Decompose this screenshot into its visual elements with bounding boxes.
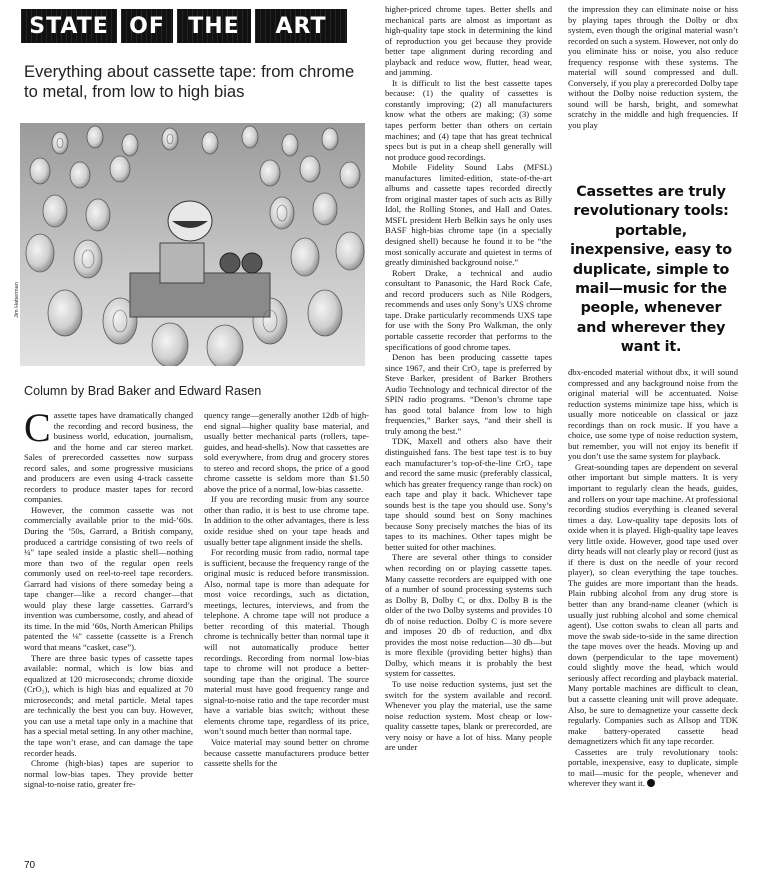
paragraph: Voice material may sound better on chrome because cassette manufacturers produce better cassette shells for the [204, 736, 369, 769]
banner-word-art: ART [255, 9, 347, 43]
paragraph: Mobile Fidelity Sound Labs (MFSL) manufactures limited-edition, state-of-the-art albums and cassette tapes recorded directly from original master tapes of such acts as Billy Idol, the Rolling Stones, and Hall and Oates. MSFL president Herb Belkin says he only uses BASF high-bias chrome tape (in a specially designed shell) because he found it to be “the most sonically accurate and quietest in terms of greatly diminished background noise.” [385, 162, 552, 268]
paragraph: Great-sounding tapes are dependent on several other important but simple matters. It is very important to regularly clean the heads, guides, and rollers on your tape machine. At professional recording studios everything is cleaned several times a day. Low-quality tape deposits lots of oxide when it is played. High-quality tape leaves very little oxide. However, good tape used over dirty heads will not clearly play or record (just as if there is dust on the needle of your record player), so clean everything the tape touches. The guides are more important than the heads. Plain rubbing alcohol from any drug store is better than any brand-name cleaner (which is usually just rubbing alcohol and some chemical agent). Use cotton swabs to clean all parts and move the swab side-to-side in the same direction the tape moves over the heads. Moving up and down (perpendicular to the tape movement) could slightly move the head, which would seriously affect recording and playback material. Many portable machines are difficult to clean, but a cassette cleaning unit will prove adequate. Also, be sure to demagnetize your cassette deck regularly. Companies such as Allsop and TDK make battery-operated cassette head demagnetizers which fit any tape recorder. [568, 461, 738, 747]
paragraph: Robert Drake, a technical and audio consultant to Panasonic, the Hard Rock Cafe, and record producers such as Nile Rodgers, recommends and uses only Sony’s UXS chrome tape. Drake particularly recommends UXS tape for use with the Sony Pro Walkman, the only portable cassette recorder that performs to the specifications of good chrome tapes. [385, 267, 552, 352]
end-mark-icon [647, 779, 655, 787]
page-number: 70 [24, 860, 36, 871]
paragraph: quency range—generally another 12db of high-end signal—higher quality base material, and usually better mechanical parts (rollers, tape-guides, and head-shells). Now that cassettes are sold everywhere, from drug and grocery stores to stereo and record shops, the price of a good chrome cassette is seldom more than $1.50 above the price of a normal, low-bias cassette. [204, 410, 369, 494]
paragraph: Denon has been producing cassette tapes since 1967, and their CrO₂ tape is preferred by Steve Barker, president of Barker Brothers Audio Technology and technical director of the SPIN radio programs. “Denon’s chrome tape has good total balance from low to high frequencies,” Barker says, “and their shell is truly among the best.” [385, 352, 552, 436]
body-column-4-bottom [568, 367, 738, 867]
paragraph: However, the common cassette was not commercially available prior to the mid-’60s. During the ’50s, Garrard, a British company, produced a cartridge consisting of two reels of ¼" tape sealed inside a plastic shell—nothing more than two of the regular open reels commonly used on reel-to-reel tape recorders. Garrard had visions of there someday being a tape changer—like a record changer—that would play these large cassettes. Garrard’s invention was cumbersome, costly, and ahead of its time. In the mid ’60s, North American Philips patented the ⅛" cassette (cassette is a French word that means “casket, case”). [24, 504, 193, 653]
paragraph: It is difficult to list the best cassette tapes because: (1) the quality of cassettes is constantly improving; (2) all manufacturers know what the others are making; (3) some tapes perform better than others on certain machines; and (4) tape that has great technical specs but is put in a cheap shell generally will not produce good recordings. [385, 77, 552, 162]
body-column-3 [385, 4, 552, 866]
paragraph [24, 405, 193, 505]
byline: Column by Brad Baker and Edward Rasen [24, 384, 262, 398]
banner-word-of: OF [121, 9, 173, 43]
pull-quote: Cassettes are truly revolutionary tools: portable, inexpensive, easy to duplicate, simple to mail—music for the people, whenever and wherever they want it. [570, 184, 732, 356]
paragraph: There are three basic types of cassette tapes available: normal, which is low bias and equalized at 120 microseconds; chrome dioxide (CrO₂), which is high bias and equalized at 70 microseconds; and metal particle. Metal tapes are technically the best you can buy. However, you can use a metal tape only in a machine that has a special metal setting. In any other machine, the tape won’t erase, and can damage the tape recorder heads. [24, 652, 193, 758]
paragraph [568, 747, 738, 789]
concert-ears-photo [20, 123, 365, 366]
banner-word-the: THE [177, 9, 251, 43]
paragraph: higher-priced chrome tapes. Better shells and mechanical parts are almost as important as high-quality tape stock in determining the kind of reproduction you get because they provide better tape alignment during recording and playback and reduce wow, flutter, head wear, and jamming. [385, 4, 552, 78]
body-column-2 [204, 410, 369, 858]
photo-credit: Jim Haberman [14, 282, 20, 318]
paragraph: Chrome (high-bias) tapes are superior to normal low-bias tapes. They provide better signal-to-noise ratio, greater fre- [24, 758, 193, 790]
paragraph-text: Cassettes are truly revolutionary tools: portable, inexpensive, easy to duplicate, simple to mail—music for the people, whenever and wherever they want it. [568, 746, 738, 789]
paragraph: If you are recording music from any source other than radio, it is best to use chrome tape. In addition to the other advantages, there is less oxide residue shed on your tape heads and usually better tape alignment inside the shells. [204, 494, 369, 547]
paragraph-text: assette tapes have dramatically changed the recording and record business, the business world, education, journalism, and the home and car stereo market. Sales of prerecorded cassettes now surpass record sales, and some progressive musicians and producers are even using 4-track cassette recorders to produce master tapes for record companies. [24, 410, 193, 505]
paragraph: To use noise reduction systems, just set the switch for the system available and record. Whenever you play the material, use the same noise reduction system. Most cheap or low-quality cassette tapes, blank or prerecorded, are very noisy or have a lot of hiss. Many people are under [385, 679, 552, 753]
banner-word-state: STATE [21, 9, 117, 43]
paragraph: dbx-encoded material without dbx, it will sound compressed and any background noise from the original material will be accentuated. Noise reduction systems minimize tape hiss, which is usually more noticeable on classical or jazz recordings than on rock music. If you have a choice, use some type of noise reduction system, but remember, you will not enjoy its benefit if you don’t use the same system for playback. [568, 367, 738, 462]
paragraph: TDK, Maxell and others also have their distinguished fans. The best tape test is to buy each manufacturer’s top-of-the-line CrO₂ tape and record the same music (preferably classical, which has greater frequency range than rock) on each tape and play it back. Whichever tape sounds best is the tape you should use. Sony’s tape should sound best on Sony machines because Sony precisely matches the bias of its tapes to its machines. Other tapes might be better suited for other machines. [385, 436, 552, 552]
body-column-1 [24, 405, 193, 858]
paragraph: For recording music from radio, normal tape is sufficient, because the frequency range of the original music is reduced before transmission. Also, normal tape is more than adequate for most voice recordings, such as dictation, meetings, lectures, interviews, and from the telephone. A chrome tape will not produce a better recording of this material. Though chrome is technically better than normal tape it will not automatically produce better recordings. Recording from normal low-bias tape to chrome will not produce a better-sounding tape than the original. The source material must have good frequency range and signal-to-noise ratio and the tape recorder must have a variable bias switch; without these elements chrome tape, regardless of its price, won’t sound much better than normal tape. [204, 547, 369, 737]
drop-cap: C [24, 405, 51, 450]
column-banner [21, 9, 349, 43]
body-column-4-top [568, 4, 738, 174]
paragraph: the impression they can eliminate noise or hiss by playing tapes through the Dolby or dbx system, even though the original material wasn’t recorded on such a system. However, not only do you eliminate hiss or noise, you also reduce frequency response with these systems. The material will sound compressed and dull. Conversely, if you play a prerecorded Dolby tape without the Dolby noise reduction system, the sound will be harsh, bright, and somewhat scratchy in the middle and high frequencies. If you play [568, 4, 738, 131]
article-headline: Everything about cassette tape: from chrome to metal, from low to high bias [24, 62, 355, 101]
paragraph: There are several other things to consider when recording on or playing cassette tapes. Many cassette recorders are equipped with one of a number of sound processing systems such as Dolby B, Dolby C, or dbx. Dolby B is the older of the two Dolby systems and provides 10 db of noise reduction. Dolby C is more severe and imposes 20 db of reduction, and dbx provides the most noise reduction—30 db—but is more flexible (providing better highs) than Dolby, which means it is probably the best system for cassettes. [385, 552, 552, 679]
